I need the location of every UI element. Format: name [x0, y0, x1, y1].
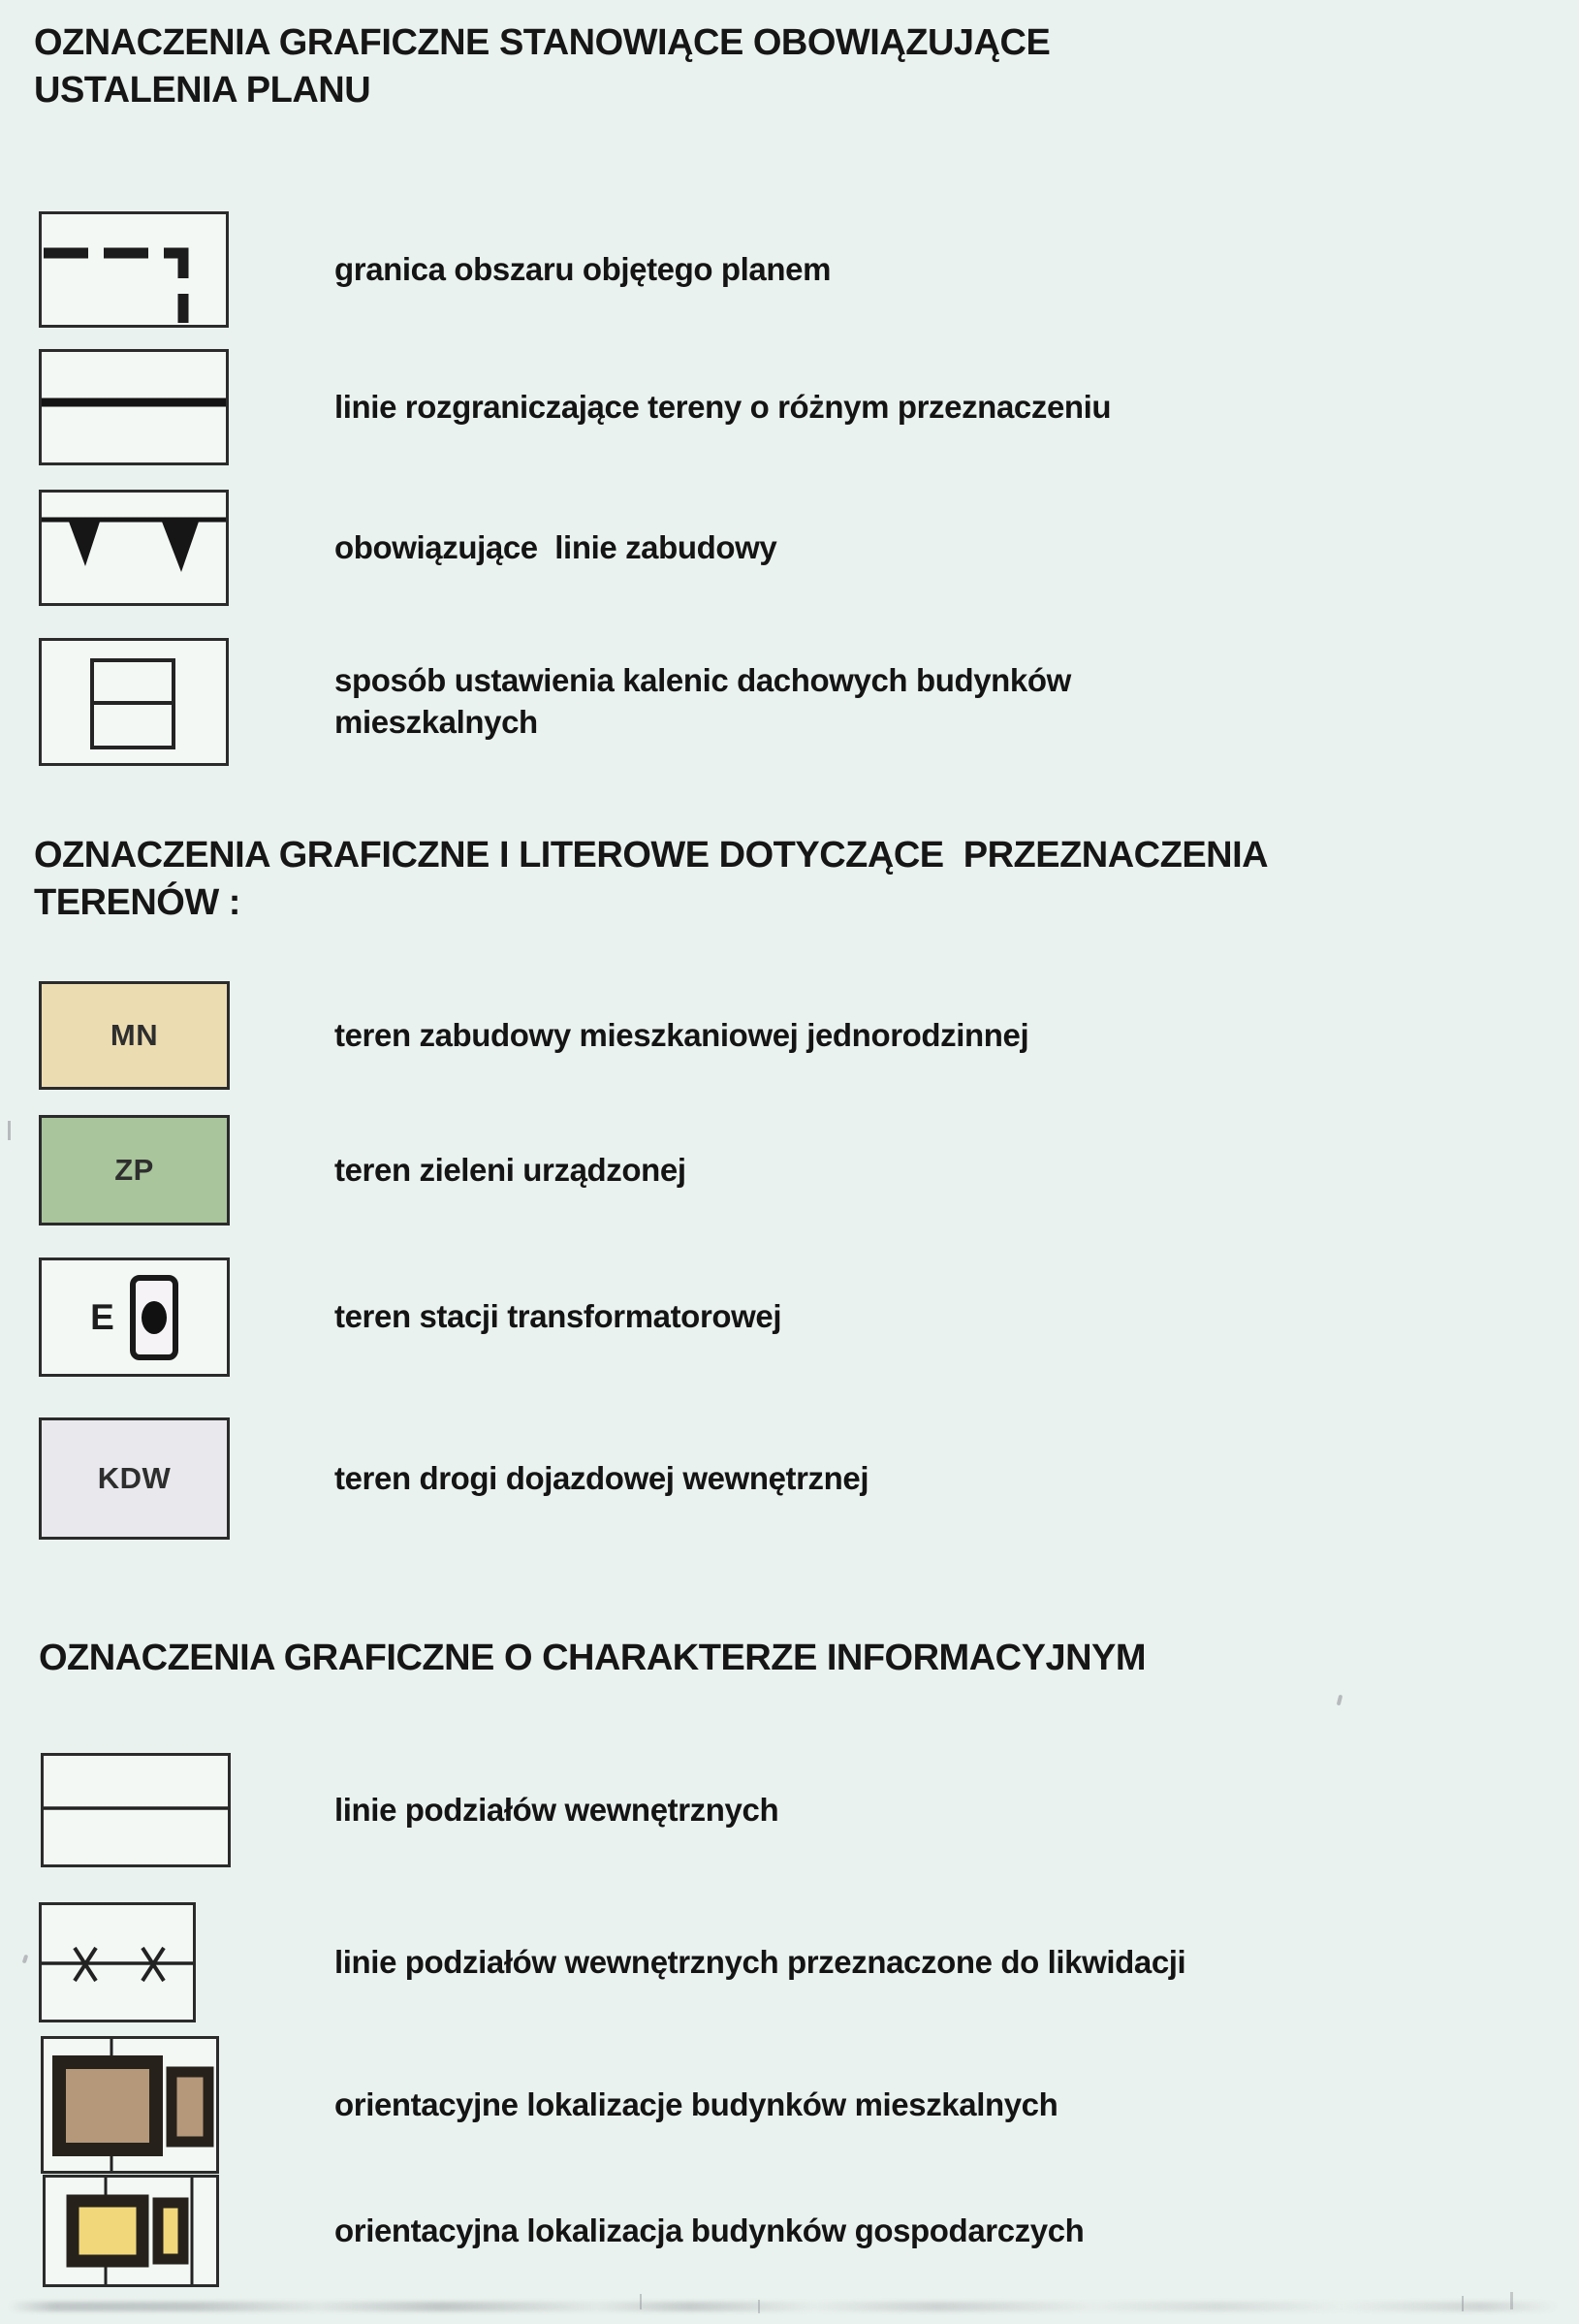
- scan-artifact-dot: [817, 403, 822, 408]
- symbol-residential-building-locations: [41, 2036, 219, 2174]
- transformer-station-icon: [42, 1260, 227, 1374]
- label-plan-area-boundary: granica obszaru objętego planem: [334, 250, 832, 287]
- thin-line-icon: [44, 1756, 228, 1864]
- scan-artifact-tick-5: [1510, 2292, 1513, 2309]
- symbol-outbuilding-locations: [43, 2175, 219, 2287]
- symbol-plan-area-boundary: [39, 211, 229, 328]
- label-internal-division-lines-to-liquidate: linie podziałów wewnętrznych przeznaczone do likwidacji: [334, 1943, 1186, 1980]
- label-dividing-lines: linie rozgraniczające tereny o różnym przeznaczeniu: [334, 388, 1112, 425]
- line-with-x-marks-icon: [42, 1905, 193, 2020]
- symbol-mn-area: [39, 981, 230, 1090]
- e-code: E: [90, 1296, 114, 1337]
- symbol-internal-division-lines-to-liquidate: [39, 1902, 196, 2022]
- ridge-rectangle-icon: [42, 641, 226, 763]
- scan-artifact-tick-4: [1462, 2296, 1464, 2311]
- symbol-dividing-lines: [39, 349, 229, 465]
- residential-buildings-icon: [44, 2039, 216, 2171]
- symbol-kdw-area: [39, 1417, 230, 1540]
- symbol-mandatory-building-lines: [39, 490, 229, 606]
- transformer-dot-icon: [142, 1301, 167, 1334]
- kdw-code: KDW: [97, 1461, 172, 1495]
- outbuildings-icon: [46, 2178, 216, 2284]
- section-title-binding-provisions: OZNACZENIA GRAFICZNE STANOWIĄCE OBOWIĄZUJĄCE USTALENIA PLANU: [34, 22, 1060, 111]
- dashed-boundary-corner-icon: [42, 214, 226, 325]
- scan-artifact-tick-3: [758, 2300, 760, 2313]
- symbol-roof-ridge-orientation: [39, 638, 229, 766]
- label-mn-area: teren zabudowy mieszkaniowej jednorodzinnej: [334, 1016, 1029, 1053]
- label-residential-building-locations: orientacyjne lokalizacje budynków mieszkalnych: [334, 2085, 1058, 2122]
- mn-code: MN: [110, 1018, 159, 1052]
- thick-line-icon: [42, 352, 226, 462]
- scan-artifact-apostrophe: [1337, 1695, 1343, 1706]
- symbol-zp-area: [39, 1115, 230, 1226]
- section-title-land-use: OZNACZENIA GRAFICZNE I LITEROWE DOTYCZĄCE PRZEZNACZENIA TERENÓW :: [34, 835, 1277, 923]
- scan-artifact-tick: [8, 1121, 11, 1140]
- label-outbuilding-locations: orientacyjna lokalizacja budynków gospodarczych: [334, 2212, 1085, 2248]
- label-mandatory-building-lines: obowiązujące linie zabudowy: [334, 528, 777, 565]
- symbol-internal-division-lines: [41, 1753, 231, 1867]
- scan-artifact-comma: [22, 1955, 29, 1964]
- line-with-triangles-icon: [42, 493, 226, 603]
- label-internal-division-lines: linie podziałów wewnętrznych: [334, 1791, 779, 1828]
- label-e-area: teren stacji transformatorowej: [334, 1298, 782, 1335]
- symbol-e-area: [39, 1258, 230, 1377]
- transformer-box-icon: [130, 1275, 178, 1360]
- label-roof-ridge-orientation: sposób ustawienia kalenic dachowych budynków mieszkalnych: [334, 662, 1080, 740]
- section-title-informational: OZNACZENIA GRAFICZNE O CHARAKTERZE INFORMACYJNYM: [39, 1638, 1147, 1678]
- label-kdw-area: teren drogi dojazdowej wewnętrznej: [334, 1459, 869, 1496]
- scan-artifact-bottom-smudge: [8, 2302, 1559, 2311]
- zp-code: ZP: [114, 1153, 154, 1187]
- scan-artifact-tick-2: [640, 2294, 642, 2309]
- label-zp-area: teren zieleni urządzonej: [334, 1151, 686, 1188]
